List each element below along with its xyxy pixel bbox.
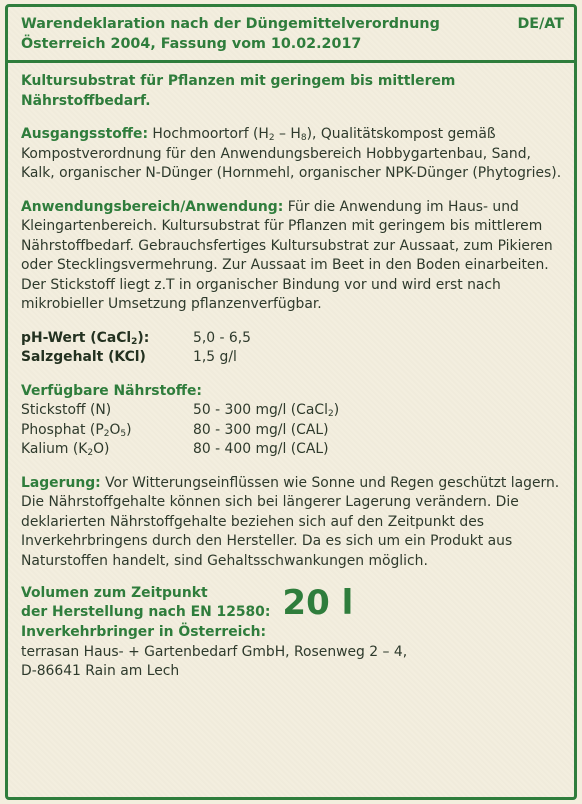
ausgangsstoffe-text-b: ), Qualitätskompost gemäß Kompostverordnung für den Anwendungsbereich Hobbygartenbau, Sand, Kalk, organischer N-Dünger (Hornmehl, organischer NPK-Dünger (Phytogries). bbox=[21, 126, 562, 181]
declaration-title: Warendeklaration nach der Düngemittelverordnung Österreich 2004, Fassung vom 10.02.2017 bbox=[21, 16, 440, 52]
stickstoff-row bbox=[21, 401, 564, 421]
ph-row bbox=[21, 329, 564, 349]
ausgangsstoffe-section bbox=[21, 125, 564, 184]
anwendung-label: Anwendungsbereich/Anwendung: bbox=[21, 198, 284, 215]
salt-row bbox=[21, 348, 564, 368]
naehrstoffe-section bbox=[21, 382, 564, 460]
kalium-row bbox=[21, 440, 564, 460]
properties-section bbox=[21, 329, 564, 368]
ausgangsstoffe-text-a: Hochmoortorf (H bbox=[148, 126, 269, 142]
declaration-label bbox=[5, 4, 577, 800]
naehrstoffe-heading: Verfügbare Nährstoffe: bbox=[21, 382, 202, 399]
salt-label: Salzgehalt (KCl) bbox=[21, 349, 146, 365]
ph-value: 5,0 - 6,5 bbox=[193, 329, 252, 346]
phosphat-value: 80 - 300 mg/l (CAL) bbox=[193, 421, 329, 438]
kalium-value: 80 - 400 mg/l (CAL) bbox=[193, 441, 329, 457]
ausgangsstoffe-label: Ausgangsstoffe: bbox=[21, 126, 149, 142]
region-code: DE/AT bbox=[517, 16, 564, 32]
inverkehrbringer-label: Inverkehrbringer in Österreich: bbox=[21, 624, 267, 640]
stickstoff-label: Stickstoff (N) bbox=[21, 402, 112, 418]
declaration-body bbox=[8, 63, 574, 682]
anwendung-section bbox=[21, 198, 564, 315]
stickstoff-value: 50 - 300 mg/l (CaCl$_2$) bbox=[193, 402, 340, 419]
volume-section bbox=[21, 583, 564, 623]
lagerung-text: Vor Witterungseinflüssen wie Sonne und Regen geschützt lagern. Die Nährstoffgehalte können sich bei längerer Lagerung verändern. Die deklarierten Nährstoffgehalte beziehen sich auf den Zeitpunkt des Inverkehrbringens durch den Hersteller. Da es sich um ein Produkt aus Naturstoffen handelt, sind Gehaltsschwankungen möglich. bbox=[21, 474, 560, 569]
anwendung-text: Für die Anwendung im Haus- und Kleingartenbereich. Kultursubstrat für Pflanzen mit geringem bis mittlerem Nährstoffbedarf. Gebrauchsfertiges Kultursubstrat zur Aussaat, zum Pikieren oder Stecklingsvermehrung. Zur Aussaat im Beet in den Boden einarbeiten. Der Stickstoff liegt z.T in organischer Bindung vor und wird erst nach mikrobieller Umsetzung pflanzenverfügbar. bbox=[21, 198, 553, 312]
kalium-label: Kalium $(K_2O)$ bbox=[21, 441, 110, 458]
formula-sub-2: 8 bbox=[300, 133, 307, 143]
volume-value: 20 l bbox=[282, 583, 354, 623]
product-description: Kultursubstrat für Pflanzen mit geringem bis mittlerem Nährstoffbedarf. bbox=[21, 73, 456, 109]
ph-label: pH-Wert (CaCl$_2$): bbox=[21, 329, 150, 347]
inverkehrbringer-line1: terrasan Haus- + Gartenbedarf GmbH, Rosenweg 2 – 4, bbox=[21, 643, 408, 660]
inverkehrbringer-section bbox=[21, 623, 564, 682]
formula-sub-1: 2 bbox=[268, 133, 275, 143]
volume-label: Volumen zum Zeitpunkt der Herstellung nach EN 12580: bbox=[21, 584, 271, 620]
lagerung-section bbox=[21, 474, 564, 572]
declaration-header bbox=[8, 7, 574, 63]
formula-mid: – H bbox=[274, 126, 301, 142]
phosphat-label: Phosphat $(P_2O_5)$ bbox=[21, 421, 132, 439]
phosphat-row bbox=[21, 421, 564, 441]
salt-value: 1,5 g/l bbox=[193, 349, 237, 365]
lagerung-label: Lagerung: bbox=[21, 474, 101, 491]
inverkehrbringer-line2: D-86641 Rain am Lech bbox=[21, 663, 180, 679]
